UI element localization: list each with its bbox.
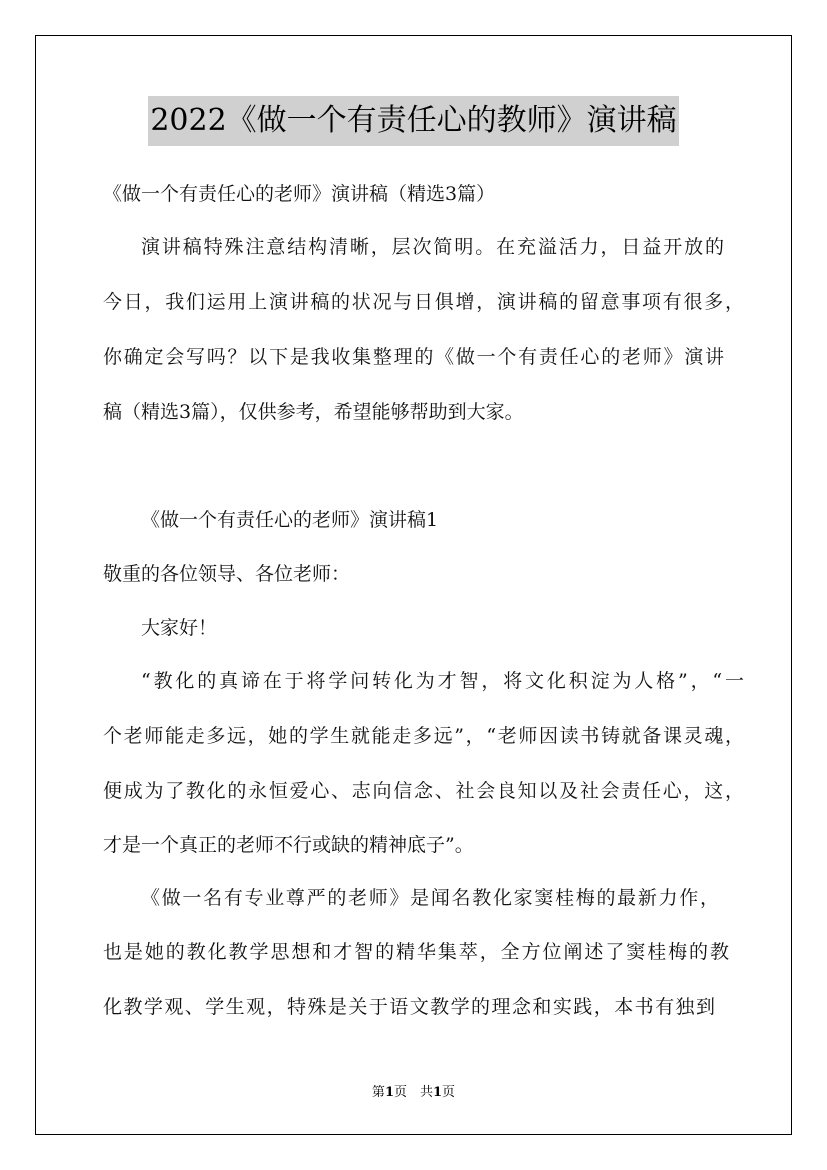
paragraph-line: 也是她的教化教学思想和才智的精华集萃，全方位阐述了窦桂梅的教: [103, 941, 729, 963]
salutation-line: 敬重的各位领导、各位老师：: [103, 563, 351, 585]
footer-page-number: 1: [384, 1085, 394, 1100]
paragraph-line: 个老师能走多远，她的学生就能走多远”，“老师因读书铸就备课灵魂，: [103, 725, 744, 747]
paragraph-line: 演讲稿特殊注意结构清晰，层次简明。在充溢活力，日益开放的: [141, 236, 724, 258]
greeting-line: 大家好！: [141, 617, 218, 639]
section-heading: 《做一个有责任心的老师》演讲稿1: [141, 509, 439, 531]
footer-total-pages: 1: [433, 1085, 443, 1100]
document-title: 2022《做一个有责任心的教师》演讲稿: [148, 96, 678, 146]
paragraph-line: 化教学观、学生观，特殊是关于语文教学的理念和实践，本书有独到: [103, 996, 715, 1018]
paragraph-line: 便成为了教化的永恒爱心、志向信念、社会良知以及社会责任心，这，: [103, 780, 744, 802]
paragraph-line: “教化的真谛在于将学问转化为才智，将文化积淀为人格”，“一: [141, 670, 744, 692]
page-footer: [0, 1081, 827, 1100]
footer-suffix: 页: [442, 1085, 456, 1100]
footer-mid: 页 共: [393, 1085, 433, 1100]
paragraph-line: 《做一名有专业尊严的老师》是闻名教化家窦桂梅的最新力作，: [141, 887, 719, 909]
subtitle-line: 《做一个有责任心的老师》演讲稿（精选3篇）: [103, 183, 496, 205]
footer-prefix: 第: [371, 1085, 385, 1100]
paragraph-line: 你确定会写吗？以下是我收集整理的《做一个有责任心的老师》演讲: [103, 346, 724, 368]
title-container: [0, 96, 827, 146]
paragraph-line: 稿（精选3篇），仅供参考，希望能够帮助到大家。: [103, 401, 524, 423]
paragraph-line: 今日，我们运用上演讲稿的状况与日俱增，演讲稿的留意事项有很多，: [103, 291, 744, 313]
paragraph-line: 才是一个真正的老师不行或缺的精神底子”。: [103, 834, 474, 856]
